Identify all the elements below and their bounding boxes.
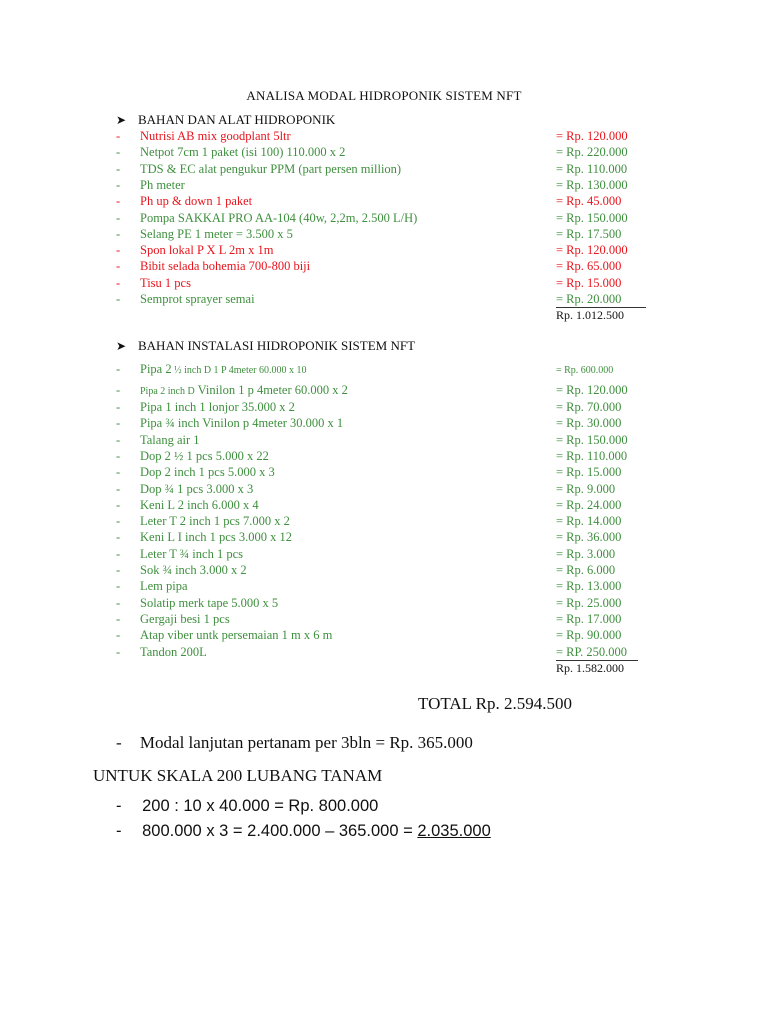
- item-price: = Rp. 120.000: [556, 243, 628, 258]
- list-item: [116, 644, 646, 660]
- list-dash: -: [116, 579, 121, 594]
- item-name: Leter T 2 inch 1 pcs 7.000 x 2: [140, 514, 290, 529]
- list-dash: -: [116, 644, 121, 659]
- item-price: = RP. 250.000: [556, 644, 627, 659]
- item-name: Pipa 2 ½ inch D 1 P 4meter 60.000 x 10: [140, 362, 307, 376]
- list-dash: -: [116, 210, 121, 225]
- item-name: Lem pipa: [140, 579, 188, 594]
- item-price: = Rp. 17.000: [556, 611, 622, 626]
- item-name: Leter T ¾ inch 1 pcs: [140, 546, 243, 561]
- list-dash: -: [116, 275, 121, 290]
- item-price: = Rp. 120.000: [556, 383, 628, 397]
- item-name: Gergaji besi 1 pcs: [140, 611, 230, 626]
- list-dash: -: [116, 514, 121, 529]
- item-name: Selang PE 1 meter = 3.500 x 5: [140, 226, 293, 241]
- section-heading-instalasi: [116, 338, 415, 354]
- list-item: [116, 275, 646, 291]
- item-name: Pompa SAKKAI PRO AA-104 (40w, 2,2m, 2.500 L/H): [140, 210, 418, 225]
- item-price: = Rp. 3.000: [556, 546, 616, 561]
- list-dash: -: [116, 129, 121, 143]
- list-item: [116, 562, 646, 578]
- item-name: Keni L 2 inch 6.000 x 4: [140, 497, 259, 512]
- list-dash: -: [116, 822, 122, 840]
- list-item: [116, 464, 646, 480]
- modal-lanjutan-text: Modal lanjutan pertanam per 3bln = Rp. 365.000: [139, 733, 473, 752]
- item-name: Bibit selada bohemia 700-800 biji: [140, 259, 311, 274]
- calculation-line-2: [116, 822, 491, 841]
- item-name: Pipa ¾ inch Vinilon p 4meter 30.000 x 1: [140, 416, 344, 431]
- arrowhead-bullet-icon: ➤: [116, 338, 127, 353]
- item-price: = Rp. 20.000: [556, 292, 622, 306]
- calculation-text: 200 : 10 x 40.000 = Rp. 800.000: [142, 797, 379, 815]
- list-dash: -: [116, 362, 121, 376]
- item-name: Dop 2 ½ 1 pcs 5.000 x 22: [140, 448, 269, 463]
- item-price: = Rp. 45.000: [556, 194, 622, 209]
- list-dash: -: [116, 177, 121, 192]
- item-price: = Rp. 120.000: [556, 129, 628, 143]
- item-price: = Rp. 6.000: [556, 563, 616, 577]
- list-dash: -: [116, 383, 121, 397]
- item-name: Talang air 1: [140, 432, 200, 447]
- item-price: = Rp. 25.000: [556, 595, 622, 610]
- list-dash: -: [116, 259, 121, 274]
- item-name: Atap viber untk persemaian 1 m x 6 m: [140, 628, 333, 643]
- list-dash: -: [116, 563, 121, 577]
- list-dash: -: [116, 546, 121, 561]
- section-heading-label: BAHAN INSTALASI HIDROPONIK SISTEM NFT: [138, 338, 416, 353]
- list-dash: -: [116, 400, 121, 414]
- item-price: = Rp. 65.000: [556, 259, 622, 274]
- item-price: = Rp. 110.000: [556, 161, 628, 176]
- list-item: [116, 448, 646, 464]
- list-item: [116, 144, 646, 160]
- modal-lanjutan-line: [116, 733, 473, 753]
- list-item: [116, 161, 646, 177]
- item-price: = Rp. 110.000: [556, 448, 628, 463]
- list-item: [116, 432, 646, 448]
- item-name: Dop ¾ 1 pcs 3.000 x 3: [140, 481, 254, 496]
- item-name: Tisu 1 pcs: [140, 275, 191, 290]
- item-name: Pipa 1 inch 1 lonjor 35.000 x 2: [140, 400, 295, 414]
- item-name: Semprot sprayer semai: [140, 292, 255, 306]
- list-dash: -: [116, 292, 121, 306]
- item-price: = Rp. 9.000: [556, 481, 616, 496]
- item-name: Ph meter: [140, 177, 185, 192]
- skala-heading: UNTUK SKALA 200 LUBANG TANAM: [93, 766, 383, 785]
- list-dash: -: [116, 481, 121, 496]
- list-item: [116, 627, 646, 643]
- item-name: Keni L I inch 1 pcs 3.000 x 12: [140, 530, 292, 545]
- calculation-result: 2.035.000: [417, 822, 491, 840]
- calculation-line-1: [116, 797, 378, 816]
- page-title: ANALISA MODAL HIDROPONIK SISTEM NFT: [246, 88, 522, 103]
- item-name: TDS & EC alat pengukur PPM (part persen million): [140, 161, 402, 176]
- list-item: [116, 578, 646, 594]
- item-name: Netpot 7cm 1 paket (isi 100) 110.000 x 2: [140, 145, 346, 160]
- list-item: [116, 291, 646, 307]
- item-price: = Rp. 36.000: [556, 530, 622, 545]
- list-dash: -: [116, 497, 121, 512]
- list-item: [116, 361, 646, 377]
- item-price: = Rp. 24.000: [556, 497, 622, 512]
- list-item: [116, 226, 646, 242]
- item-price: = Rp. 220.000: [556, 145, 628, 160]
- item-price: = Rp. 14.000: [556, 514, 622, 529]
- list-item: [116, 242, 646, 258]
- item-price: = Rp. 150.000: [556, 432, 628, 447]
- subtotal-section-2: Rp. 1.582.000: [556, 661, 625, 675]
- list-item: [116, 611, 646, 627]
- list-dash: -: [116, 530, 121, 545]
- list-item: [116, 529, 646, 545]
- subtotal-section-1: Rp. 1.012.500: [556, 308, 625, 322]
- list-item: [116, 481, 646, 497]
- item-name: Pipa 2 inch D Vinilon 1 p 4meter 60.000 x 2: [140, 383, 348, 397]
- list-dash: -: [116, 628, 121, 643]
- item-name: Nutrisi AB mix goodplant 5ltr: [140, 129, 291, 143]
- list-item: [116, 258, 646, 274]
- list-dash: -: [116, 161, 121, 176]
- list-dash: -: [116, 465, 121, 480]
- item-price: = Rp. 150.000: [556, 210, 628, 225]
- list-dash: -: [116, 416, 121, 431]
- list-dash: -: [116, 733, 122, 752]
- list-item: [116, 513, 646, 529]
- item-price: = Rp. 600.000: [556, 365, 614, 376]
- item-price: = Rp. 130.000: [556, 177, 628, 192]
- list-item: [116, 546, 646, 562]
- list-dash: -: [116, 145, 121, 160]
- item-price: = Rp. 15.000: [556, 275, 622, 290]
- item-price: = Rp. 15.000: [556, 465, 622, 480]
- item-price: = Rp. 17.500: [556, 226, 622, 241]
- item-price: = Rp. 70.000: [556, 400, 622, 414]
- list-item: [116, 399, 646, 415]
- arrowhead-bullet-icon: ➤: [116, 112, 127, 127]
- list-item: [116, 382, 646, 398]
- item-name: Spon lokal P X L 2m x 1m: [140, 243, 274, 258]
- list-dash: -: [116, 595, 121, 610]
- list-dash: -: [116, 797, 122, 815]
- list-item: [116, 497, 646, 513]
- list-item: [116, 128, 646, 144]
- list-item: [116, 177, 646, 193]
- list-dash: -: [116, 194, 121, 209]
- item-price: = Rp. 13.000: [556, 579, 622, 594]
- list-dash: -: [116, 448, 121, 463]
- item-name: Ph up & down 1 paket: [140, 194, 253, 209]
- section-heading-bahan-alat: [116, 112, 335, 128]
- calculation-text: 800.000 x 3 = 2.400.000 – 365.000 =: [142, 822, 418, 840]
- list-dash: -: [116, 432, 121, 447]
- item-price: = Rp. 90.000: [556, 628, 622, 643]
- item-name: Sok ¾ inch 3.000 x 2: [140, 563, 247, 577]
- list-item: [116, 595, 646, 611]
- list-dash: -: [116, 611, 121, 626]
- list-dash: -: [116, 243, 121, 258]
- list-item: [116, 193, 646, 209]
- list-item: [116, 415, 646, 431]
- grand-total: TOTAL Rp. 2.594.500: [418, 694, 572, 713]
- section-heading-label: BAHAN DAN ALAT HIDROPONIK: [138, 112, 336, 127]
- item-name: Solatip merk tape 5.000 x 5: [140, 595, 279, 610]
- item-name: Tandon 200L: [140, 644, 207, 659]
- list-item: [116, 210, 646, 226]
- item-name: Dop 2 inch 1 pcs 5.000 x 3: [140, 465, 275, 480]
- list-dash: -: [116, 226, 121, 241]
- item-price: = Rp. 30.000: [556, 416, 622, 431]
